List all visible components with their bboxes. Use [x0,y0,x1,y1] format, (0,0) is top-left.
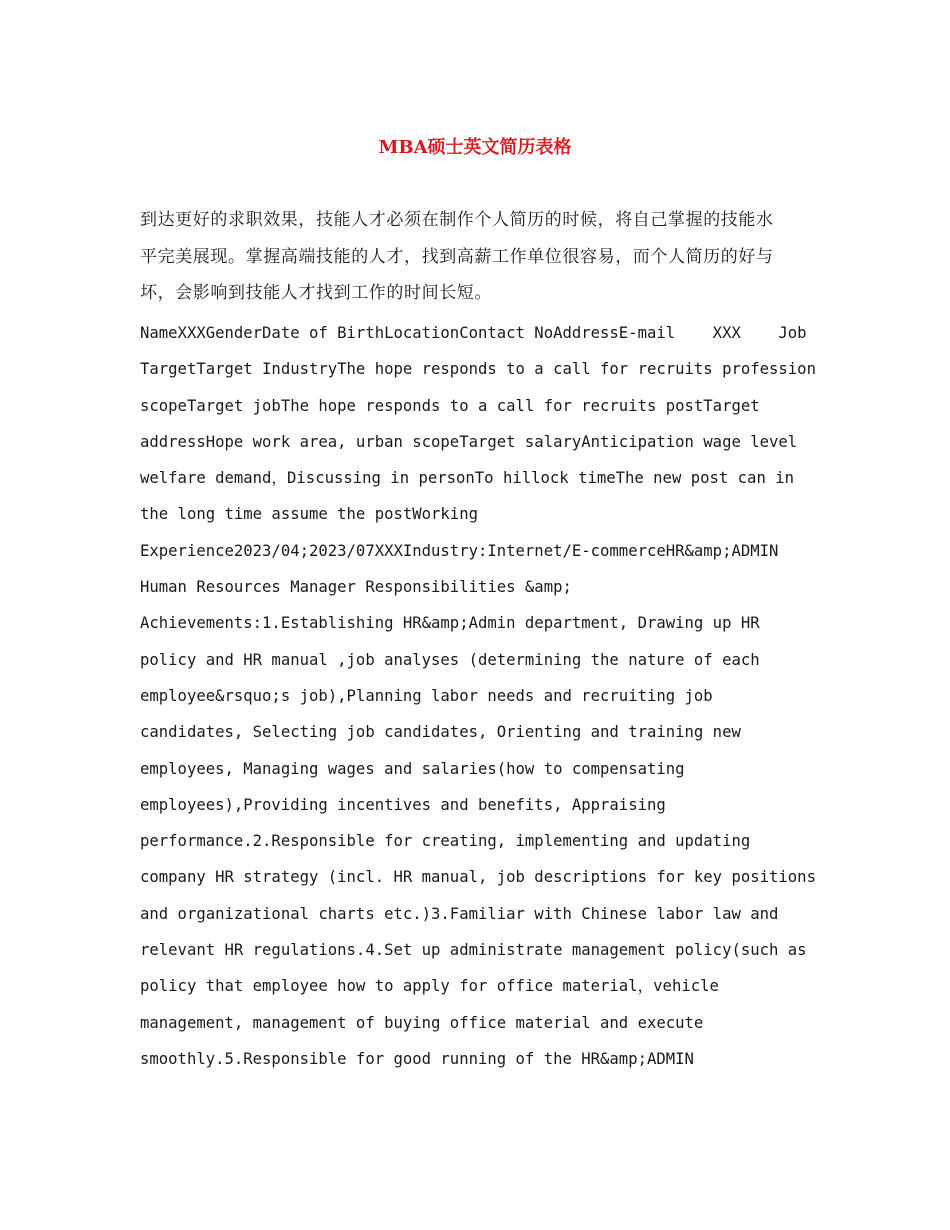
body-line: candidates, Selecting job candidates, Orienting and training new [140,723,741,742]
body-line: relevant HR regulations.4.Set up administrate management policy(such as [140,941,807,960]
body-line: addressHope work area, urban scopeTarget salaryAnticipation wage level [140,432,798,451]
body-line: Human Resources Manager Responsibilities &amp; [140,578,572,597]
body-line: scopeTarget jobThe hope responds to a call for recruits postTarget [140,396,760,415]
body-line: Experience2023/04;2023/07XXXIndustry:Internet/E-commerceHR&amp;ADMIN [140,541,779,560]
resume-body [140,315,830,1077]
document-title: MBA硕士英文简历表格 [378,137,572,158]
body-line: employees, Managing wages and salaries(how to compensating [140,759,685,778]
body-line: Achievements:1.Establishing HR&amp;Admin department, Drawing up HR [140,614,760,633]
body-line: performance.2.Responsible for creating, implementing and updating [140,832,751,851]
body-line: policy that employee how to apply for office material，vehicle [140,977,719,996]
intro-line: 到达更好的求职效果，技能人才必须在制作个人简历的时候，将自己掌握的技能水 [140,210,774,230]
intro-line: 平完美展现。掌握高端技能的人才，找到高薪工作单位很容易，而个人简历的好与 [140,246,774,267]
intro-line: 坏，会影响到技能人才找到工作的时间长短。 [140,283,492,303]
body-line: and organizational charts etc.)3.Familiar with Chinese labor law and [140,904,779,923]
body-line: policy and HR manual ,job analyses (determining the nature of each [140,650,760,669]
body-line: management, management of buying office material and execute [140,1013,704,1032]
body-line: TargetTarget IndustryThe hope responds to a call for recruits profession [140,360,816,379]
body-line: company HR strategy (incl. HR manual, job descriptions for key positions [140,868,816,887]
body-line: employees),Providing incentives and benefits, Appraising [140,795,666,814]
body-line: welfare demand，Discussing in personTo hillock timeThe new post can in [140,469,794,488]
body-line: smoothly.5.Responsible for good running of the HR&amp;ADMIN [140,1049,694,1068]
body-line: employee&rsquo;s job),Planning labor needs and recruiting job [140,686,713,705]
intro-paragraph [140,202,820,312]
body-line: the long time assume the postWorking [140,505,478,524]
body-line: NameXXXGenderDate of BirthLocationContact NoAddressE-mail XXX Job [140,324,807,342]
